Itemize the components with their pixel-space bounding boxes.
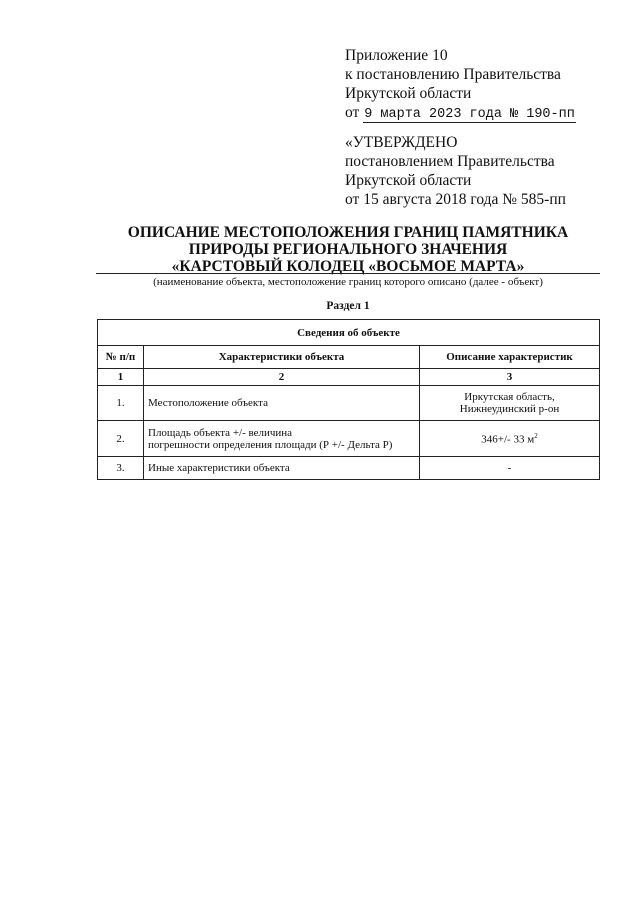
header-description: Описание характеристик xyxy=(420,346,600,369)
row-number: 2. xyxy=(98,421,144,457)
row-description: - xyxy=(420,457,600,480)
column-number-2: 2 xyxy=(144,369,420,386)
row-characteristic: Местоположение объекта xyxy=(144,386,420,421)
table-caption: Сведения об объекте xyxy=(98,320,600,346)
header-characteristic: Характеристики объекта xyxy=(144,346,420,369)
section-heading: Раздел 1 xyxy=(326,300,370,312)
approved-date: от 15 августа 2018 года № 585-пп xyxy=(345,191,566,208)
title-line-3: «КАРСТОВЫЙ КОЛОДЕЦ «ВОСЬМОЕ МАРТА» xyxy=(171,258,525,275)
column-number-1: 1 xyxy=(98,369,144,386)
row-number: 3. xyxy=(98,457,144,480)
column-number-3: 3 xyxy=(420,369,600,386)
appendix-block xyxy=(345,46,576,124)
table-row xyxy=(98,457,600,480)
table-header-row xyxy=(98,346,600,369)
title-caption: (наименование объекта, местоположение границ которого описано (далее - объект) xyxy=(153,276,543,288)
approved-reference: постановлением Правительства xyxy=(345,153,555,170)
approved-region: Иркутской области xyxy=(345,172,472,189)
row-description: Иркутская область, Нижнеудинский р-он xyxy=(420,386,600,421)
column-number-row xyxy=(98,369,600,386)
approved-title: «УТВЕРЖДЕНО xyxy=(345,134,458,151)
appendix-date-stamp: 9 марта 2023 года № 190-пп xyxy=(364,107,575,122)
area-value: 346+/- 33 м xyxy=(481,433,535,446)
appendix-region: Иркутской области xyxy=(345,85,472,102)
table-caption-row xyxy=(98,320,600,346)
appendix-title: Приложение 10 xyxy=(345,47,448,64)
header-number: № п/п xyxy=(98,346,144,369)
table-row xyxy=(98,421,600,457)
document-title xyxy=(96,224,600,275)
row-characteristic: Площадь объекта +/- величина погрешности определения площади (Р +/- Дельта Р) xyxy=(144,421,420,457)
area-unit-exponent: 2 xyxy=(534,431,538,440)
title-underline xyxy=(96,273,600,274)
appendix-date-prefix: от xyxy=(345,104,360,121)
title-line-2: ПРИРОДЫ РЕГИОНАЛЬНОГО ЗНАЧЕНИЯ xyxy=(188,241,508,258)
table-row xyxy=(98,386,600,421)
row-description xyxy=(420,421,600,457)
row-number: 1. xyxy=(98,386,144,421)
appendix-date-line xyxy=(345,103,576,124)
title-line-1: ОПИСАНИЕ МЕСТОПОЛОЖЕНИЯ ГРАНИЦ ПАМЯТНИКА xyxy=(127,224,569,241)
object-info-table xyxy=(97,319,600,480)
appendix-reference: к постановлению Правительства xyxy=(345,66,561,83)
approved-block xyxy=(345,133,566,209)
row-characteristic: Иные характеристики объекта xyxy=(144,457,420,480)
